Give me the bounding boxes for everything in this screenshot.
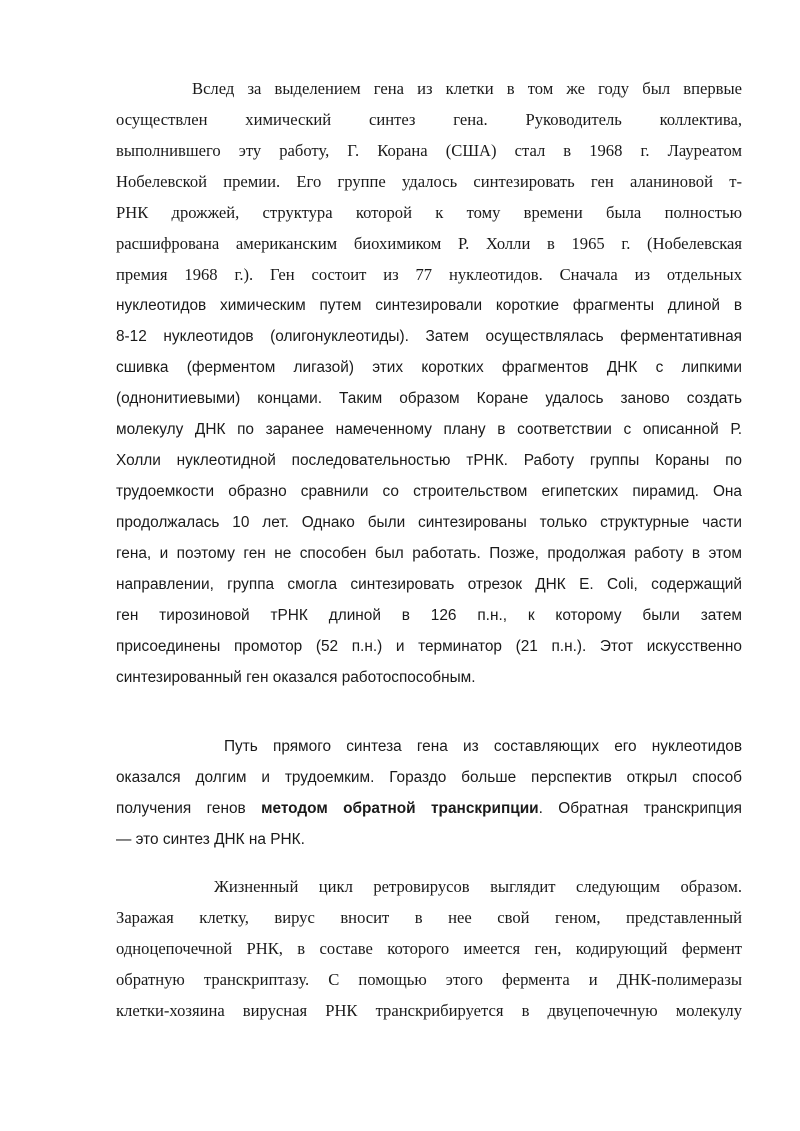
- text-line: присоединены промотор (52 п.н.) и терминатор (21 п.н.). Этот искусственно: [116, 638, 742, 655]
- text-line: осуществлен химический синтез гена. Руководитель коллектива,: [116, 110, 742, 129]
- text-line: продолжалась 10 лет. Однако были синтезированы только структурные части: [116, 514, 742, 531]
- text-line: премия 1968 г.). Ген состоит из 77 нуклеотидов. Сначала из отдельных: [116, 265, 742, 284]
- text-line: РНК дрожжей, структура которой к тому времени была полностью: [116, 203, 742, 222]
- text-line: гена, и поэтому ген не способен был работать. Позже, продолжая работу в этом: [116, 545, 742, 562]
- text-line: Вслед за выделением гена из клетки в том же году был впервые: [192, 79, 742, 98]
- text-line: 8-12 нуклеотидов (олигонуклеотиды). Затем осуществлялась ферментативная: [116, 328, 742, 345]
- text-line: клетки-хозяина вирусная РНК транскрибируется в двуцепочечную молекулу: [116, 1001, 742, 1020]
- text-line: Заражая клетку, вирус вносит в нее свой геном, представленный: [116, 908, 742, 927]
- text-line: сшивка (ферментом лигазой) этих коротких фрагментов ДНК с липкими: [116, 359, 742, 376]
- text-line: (однонитиевыми) концами. Таким образом Коране удалось заново создать: [116, 390, 742, 407]
- text-line: обратную транскриптазу. С помощью этого фермента и ДНК-полимеразы: [116, 970, 742, 989]
- text-line: трудоемкости образно сравнили со строительством египетских пирамид. Она: [116, 483, 742, 500]
- emphasis-term: методом обратной транскрипции: [261, 800, 539, 817]
- text-fragment: получения генов: [116, 800, 262, 817]
- text-line: — это синтез ДНК на РНК.: [116, 831, 305, 848]
- text-line: Путь прямого синтеза гена из составляющих его нуклеотидов: [224, 738, 742, 755]
- text-line: одноцепочечной РНК, в составе которого имеется ген, кодирующий фермент: [116, 939, 742, 958]
- text-line: Холли нуклеотидной последовательностью тРНК. Работу группы Кораны по: [116, 452, 742, 469]
- paragraph-synthesis-history: [116, 73, 742, 693]
- text-line: молекулу ДНК по заранее намеченному плану в соответствии с описанной Р.: [116, 421, 742, 438]
- text-line: нуклеотидов химическим путем синтезировали короткие фрагменты длиной в: [116, 297, 742, 314]
- text-line: оказался долгим и трудоемким. Гораздо больше перспектив открыл способ: [116, 769, 742, 786]
- text-line: направлении, группа смогла синтезировать отрезок ДНК E. Coli, содержащий: [116, 576, 742, 593]
- text-line: выполнившего эту работу, Г. Корана (США) стал в 1968 г. Лауреатом: [116, 141, 742, 160]
- paragraph-reverse-transcription: [116, 731, 742, 855]
- text-fragment: . Обратная транскрипция: [538, 800, 742, 817]
- text-line: ген тирозиновой тРНК длиной в 126 п.н., к которому были затем: [116, 607, 742, 624]
- text-line: расшифрована американским биохимиком Р. Холли в 1965 г. (Нобелевская: [116, 234, 742, 253]
- paragraph-retrovirus-cycle: [116, 871, 742, 1026]
- text-line-with-emphasis: [116, 793, 742, 824]
- text-line: синтезированный ген оказался работоспособным.: [116, 669, 476, 686]
- text-line: Нобелевской премии. Его группе удалось синтезировать ген аланиновой т-: [116, 172, 742, 191]
- text-line: Жизненный цикл ретровирусов выглядит следующим образом.: [214, 877, 742, 896]
